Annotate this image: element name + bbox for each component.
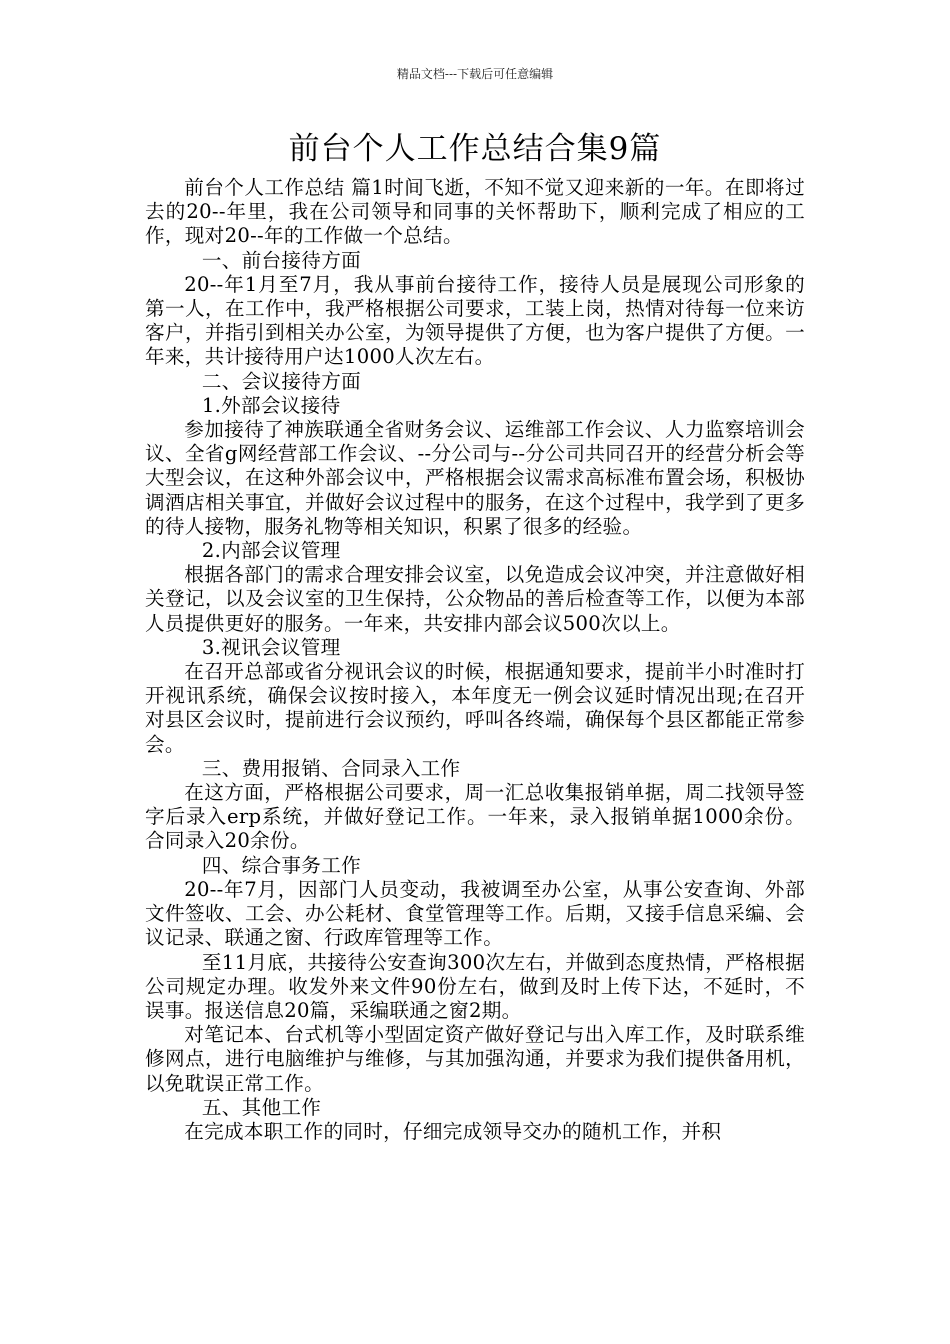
- section-heading-reception: 一、前台接待方面: [201, 248, 361, 272]
- subsection-heading-external-meeting: 1.外部会议接待: [201, 393, 341, 417]
- paragraph-assets: 对笔记本、台式机等小型固定资产做好登记与出入库工作，及时联系维修网点，进行电脑维护与维修，与其加强沟通，并要求为我们提供备用机，以免耽误正常工作。: [145, 1023, 805, 1095]
- subsection-heading-internal-meeting: 2.内部会议管理: [201, 539, 341, 563]
- paragraph-video-meeting: 在召开总部或省分视讯会议的时候，根据通知要求，提前半小时准时打开视讯系统，确保会议按时接入，本年度无一例会议延时情况出现;在召开对县区会议时，提前进行会议预约，呼叫各终端，确保每个县区都能正常参会。: [145, 660, 805, 756]
- paragraph-other: 在完成本职工作的同时，仔细完成领导交办的随机工作，并积: [184, 1119, 722, 1143]
- document-title: 前台个人工作总结合集9篇: [288, 131, 662, 167]
- subsection-heading-video-meeting: 3.视讯会议管理: [201, 635, 341, 659]
- paragraph-external-meeting: 参加接待了神族联通全省财务会议、运维部工作会议、人力监察培训会议、全省g网经营部工作会议、--分公司与--分公司共同召开的经营分析会等大型会议，在这种外部会议中，严格根据会议需求高标准布置会场，积极协调酒店相关事宜，并做好会议过程中的服务，在这个过程中，我学到了更多的待人接物，服务礼物等相关知识，积累了很多的经验。: [145, 418, 805, 538]
- section-heading-general-affairs: 四、综合事务工作: [201, 853, 361, 877]
- paragraph-internal-meeting: 根据各部门的需求合理安排会议室，以免造成会议冲突，并注意做好相关登记，以及会议室的卫生保持，公众物品的善后检查等工作，以便为本部人员提供更好的服务。一年来，共安排内部会议500次以上。: [145, 563, 805, 635]
- paragraph-general-affairs: 20--年7月，因部门人员变动，我被调至办公室，从事公安查询、外部文件签收、工会、办公耗材、食堂管理等工作。后期，又接手信息采编、会议记录、联通之窗、行政库管理等工作。: [145, 877, 805, 950]
- section-heading-other: 五、其他工作: [201, 1095, 322, 1119]
- paragraph-expense: 在这方面，严格根据公司要求，周一汇总收集报销单据，周二找领导签字后录入erp系统，并做好登记工作。一年来，录入报销单据1000余份。合同录入20余份。: [145, 781, 805, 853]
- paragraph-reception: 20--年1月至7月，我从事前台接待工作，接待人员是展现公司形象的第一人，在工作中，我严格根据公司要求，工装上岗，热情对待每一位来访客户，并指引到相关办公室，为领导提供了方便，也为客户提供了方便。一年来，共计接待用户达1000人次左右。: [145, 272, 805, 369]
- header-note: 精品文档---下载后可任意编辑: [396, 67, 554, 81]
- document-body: [145, 176, 805, 1144]
- paragraph-intro: 前台个人工作总结 篇1时间飞逝，不知不觉又迎来新的一年。在即将过去的20--年里，我在公司领导和同事的关怀帮助下，顺利完成了相应的工作，现对20--年的工作做一个总结。: [145, 176, 805, 248]
- paragraph-november-summary: 至11月底，共接待公安查询300次左右，并做到态度热情，严格根据公司规定办理。收发外来文件90份左右，做到及时上传下达，不延时，不误事。报送信息20篇，采编联通之窗2期。: [145, 950, 805, 1022]
- section-heading-meeting: 二、会议接待方面: [201, 369, 361, 393]
- section-heading-expense: 三、费用报销、合同录入工作: [201, 756, 461, 780]
